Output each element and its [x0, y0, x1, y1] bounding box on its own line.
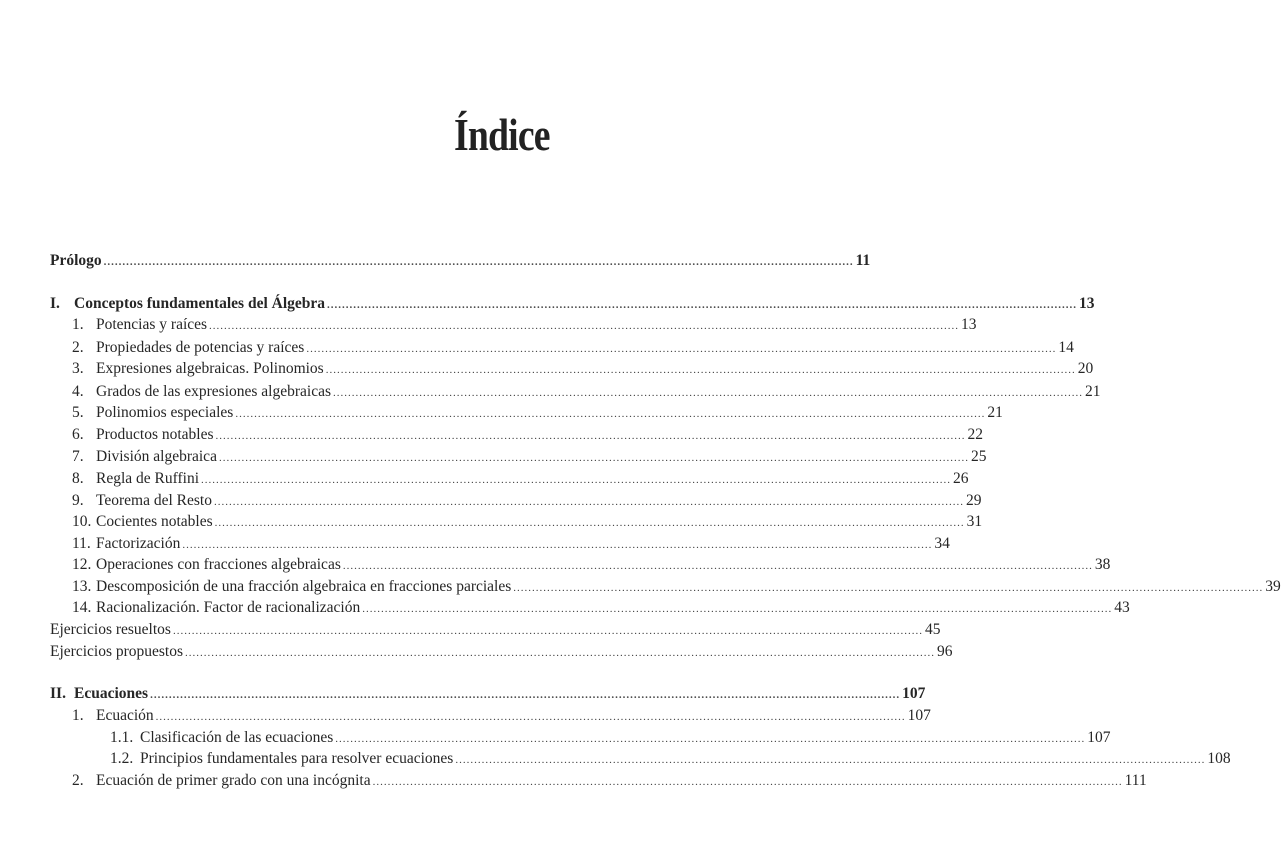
- toc-entry-page: 14: [1058, 339, 1074, 356]
- toc-entry-page: 39: [1265, 578, 1281, 595]
- toc-entry: [50, 643, 953, 665]
- toc-entry-number: 13.: [72, 578, 92, 595]
- dot-leader: ........................................................................................................................................................................................................: [335, 733, 1086, 745]
- toc-entry-number: 1.1.: [110, 729, 134, 746]
- toc-entry-label: Operaciones con fracciones algebraicas: [96, 556, 341, 573]
- toc-entry-label: Productos notables: [96, 426, 214, 443]
- dot-leader: ........................................................................................................................................................................................................: [150, 689, 901, 701]
- toc-entry-page: 29: [966, 492, 982, 509]
- toc-entry-page: 108: [1207, 750, 1231, 767]
- toc-entry-page: 25: [970, 448, 987, 465]
- toc-entry-page: 31: [966, 513, 983, 530]
- toc-entry-number: 7.: [72, 448, 84, 465]
- toc-entry: [50, 578, 1281, 600]
- dot-leader: ........................................................................................................................................................................................................: [155, 711, 906, 723]
- toc-entry-page: 111: [1124, 772, 1147, 789]
- toc-entry-page: 20: [1077, 360, 1094, 377]
- page-title: Índice: [454, 109, 550, 160]
- dot-leader: ........................................................................................................................................................................................................: [306, 343, 1057, 355]
- toc-entry: [50, 426, 984, 448]
- toc-entry: [50, 252, 871, 274]
- dot-leader: ........................................................................................................................................................................................................: [325, 364, 1076, 376]
- toc-entry-number: I.: [50, 295, 60, 312]
- toc-entry-number: 1.2.: [110, 750, 134, 767]
- toc-entry: [50, 513, 983, 535]
- toc-entry-label: Cocientes notables: [96, 513, 213, 530]
- toc-entry-label: Ecuación: [96, 707, 154, 724]
- toc-entry-label: Potencias y raíces: [96, 316, 208, 333]
- dot-leader: ........................................................................................................................................................................................................: [327, 299, 1078, 311]
- toc-entry-label: Prólogo: [50, 252, 102, 269]
- toc-entry: [50, 360, 1094, 382]
- toc-entry-number: 2.: [72, 772, 84, 789]
- toc-entry-label: Ecuaciones: [74, 685, 149, 702]
- dot-leader: ........................................................................................................................................................................................................: [342, 560, 1093, 572]
- toc-entry-label: Polinomios especiales: [96, 404, 234, 421]
- toc-entry-number: 9.: [72, 492, 84, 509]
- toc-entry-label: Descomposición de una fracción algebraica en fracciones parciales: [96, 578, 512, 595]
- toc-entry-label: Grados de las expresiones algebraicas: [96, 383, 331, 400]
- toc-entry-page: 13: [1079, 295, 1095, 312]
- toc-entry-label: Conceptos fundamentales del Álgebra: [74, 295, 326, 312]
- toc-entry: [50, 556, 1111, 578]
- toc-entry-page: 43: [1114, 599, 1130, 616]
- toc-entry-label: Regla de Ruffini: [96, 470, 200, 487]
- toc-entry: [50, 339, 1074, 361]
- toc-entry-number: 14.: [72, 599, 92, 616]
- toc-entry: [50, 750, 1231, 772]
- toc-entry-page: 107: [1087, 729, 1111, 746]
- toc-entry-page: 11: [855, 252, 871, 269]
- dot-leader: ........................................................................................................................................................................................................: [209, 320, 960, 332]
- toc-entry-label: Factorización: [96, 535, 181, 552]
- dot-leader: ........................................................................................................................................................................................................: [235, 408, 986, 420]
- toc-entry-label: Propiedades de potencias y raíces: [96, 339, 305, 356]
- dot-leader: ........................................................................................................................................................................................................: [218, 452, 969, 464]
- toc-entry-number: 8.: [72, 470, 84, 487]
- toc-entry-page: 107: [907, 707, 931, 724]
- dot-leader: ........................................................................................................................................................................................................: [215, 430, 966, 442]
- toc-entry-number: 10.: [72, 513, 92, 530]
- toc-entry-page: 21: [1085, 383, 1101, 400]
- toc-entry-label: División algebraica: [96, 448, 217, 465]
- toc-entry-label: Teorema del Resto: [96, 492, 212, 509]
- toc-entry: [50, 685, 926, 707]
- toc-entry: [50, 295, 1095, 317]
- toc-entry-number: 2.: [72, 339, 84, 356]
- dot-leader: ........................................................................................................................................................................................................: [372, 776, 1123, 788]
- toc-entry-number: II.: [50, 685, 66, 702]
- toc-entry: [50, 599, 1130, 621]
- toc-entry-page: 96: [937, 643, 953, 660]
- toc-entry: [50, 772, 1147, 794]
- toc-entry: [50, 535, 950, 557]
- toc-entry: [50, 383, 1101, 405]
- dot-leader: ........................................................................................................................................................................................................: [333, 387, 1083, 399]
- toc-entry-label: Ejercicios resueltos: [50, 621, 171, 638]
- toc-entry-number: 5.: [72, 404, 84, 421]
- dot-leader: ........................................................................................................................................................................................................: [214, 517, 965, 529]
- toc-entry-number: 1.: [72, 707, 84, 724]
- toc-entry-page: 38: [1094, 556, 1111, 573]
- toc-entry-page: 22: [967, 426, 984, 443]
- toc-entry-number: 6.: [72, 426, 84, 443]
- toc-entry-label: Ecuación de primer grado con una incógnita: [96, 772, 371, 789]
- toc-entry: [50, 404, 1003, 426]
- dot-leader: ........................................................................................................................................................................................................: [201, 474, 952, 486]
- toc-entry-label: Ejercicios propuestos: [50, 643, 184, 660]
- toc-entry-number: 1.: [72, 316, 84, 333]
- toc-entry-number: 4.: [72, 383, 84, 400]
- toc-entry-label: Racionalización. Factor de racionalización: [96, 599, 361, 616]
- toc-entry-page: 13: [961, 316, 977, 333]
- toc-entry: [50, 492, 982, 514]
- toc-entry-label: Principios fundamentales para resolver ecuaciones: [140, 750, 454, 767]
- dot-leader: ........................................................................................................................................................................................................: [362, 603, 1113, 615]
- toc-entry-number: 3.: [72, 360, 84, 377]
- toc-entry-label: Clasificación de las ecuaciones: [140, 729, 334, 746]
- toc-entry-page: 26: [953, 470, 969, 487]
- toc-entry-page: 21: [987, 404, 1003, 421]
- toc-entry: [50, 729, 1111, 751]
- toc-entry: [50, 316, 977, 338]
- dot-leader: ........................................................................................................................................................................................................: [214, 496, 964, 508]
- dot-leader: ........................................................................................................................................................................................................: [513, 582, 1264, 594]
- toc-entry: [50, 621, 941, 643]
- toc-entry: [50, 470, 969, 492]
- toc-entry: [50, 707, 931, 729]
- toc-entry-label: Expresiones algebraicas. Polinomios: [96, 360, 324, 377]
- dot-leader: ........................................................................................................................................................................................................: [185, 647, 936, 659]
- dot-leader: ........................................................................................................................................................................................................: [455, 754, 1206, 766]
- dot-leader: ........................................................................................................................................................................................................: [182, 539, 933, 551]
- dot-leader: ........................................................................................................................................................................................................: [172, 625, 923, 637]
- toc-entry-page: 107: [902, 685, 926, 702]
- toc-entry-page: 34: [934, 535, 950, 552]
- toc-entry-number: 11.: [72, 535, 91, 552]
- toc-entry: [50, 448, 987, 470]
- dot-leader: ........................................................................................................................................................................................................: [103, 256, 854, 268]
- toc-entry-number: 12.: [72, 556, 92, 573]
- toc-entry-page: 45: [924, 621, 941, 638]
